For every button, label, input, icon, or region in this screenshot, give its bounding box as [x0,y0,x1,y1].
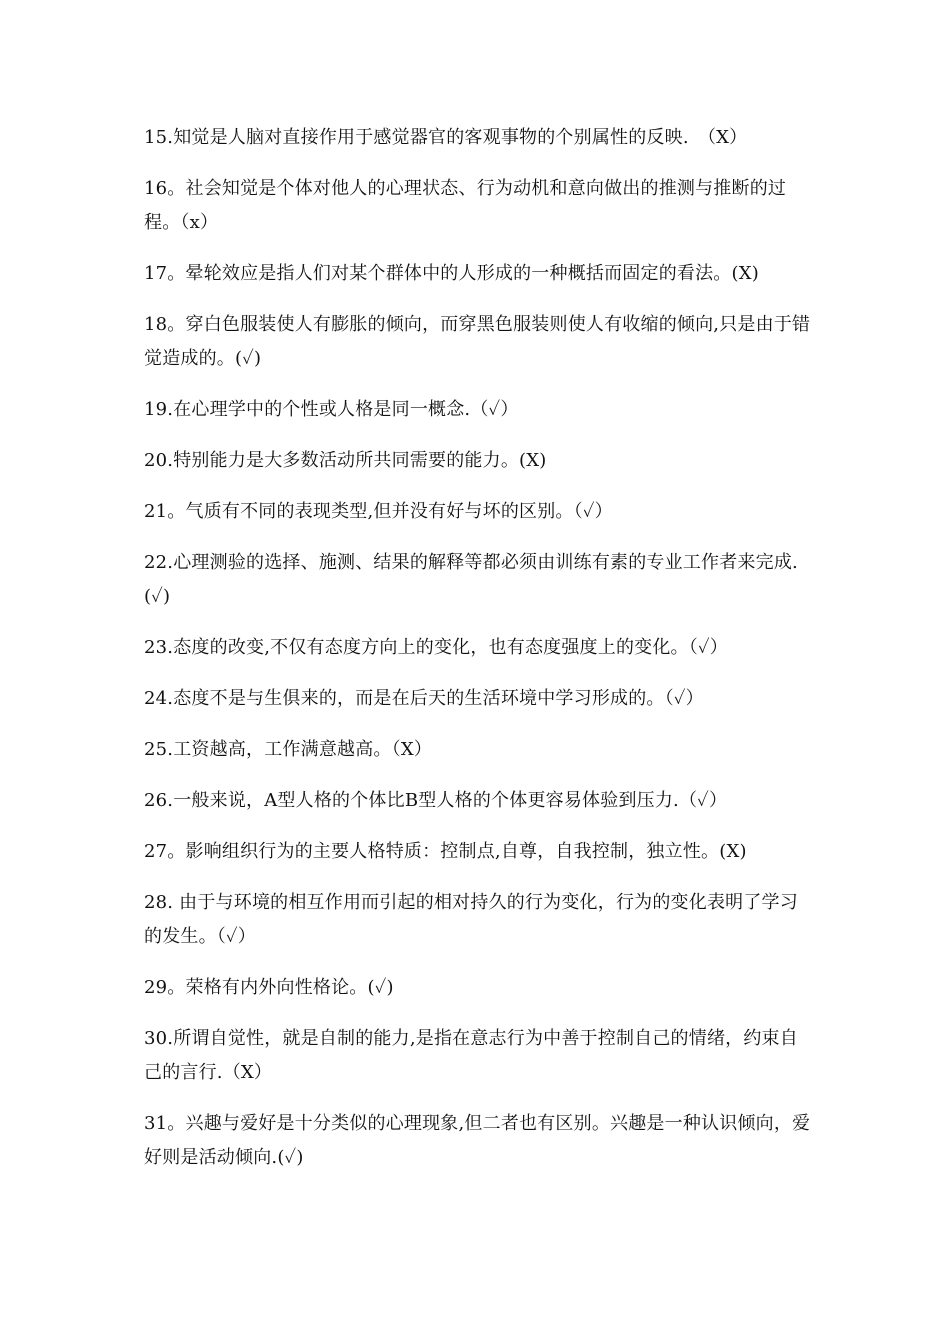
question-item-18: 18。穿白色服装使人有膨胀的倾向，而穿黑色服装则使人有收缩的倾向,只是由于错觉造成的。(✓) [144,314,811,369]
question-list [144,121,814,1192]
question-item-19: 19.在心理学中的个性或人格是同一概念.（✓） [144,399,519,420]
question-item-31: 31。兴趣与爱好是十分类似的心理现象,但二者也有区别。兴趣是一种认识倾向，爱好则是活动倾向.(✓) [144,1113,811,1168]
question-item-16: 16。社会知觉是个体对他人的心理状态、行为动机和意向做出的推测与推断的过程。（x） [144,178,787,233]
question-item-22: 22.心理测验的选择、施测、结果的解释等都必须由训练有素的专业工作者来完成.(✓) [144,552,798,607]
question-item-28: 28. 由于与环境的相互作用而引起的相对持久的行为变化，行为的变化表明了学习的发生。（✓） [144,892,798,947]
question-item-21: 21。气质有不同的表现类型,但并没有好与坏的区别。（✓） [144,501,613,522]
question-item-17: 17。晕轮效应是指人们对某个群体中的人形成的一种概括而固定的看法。(X) [144,263,759,284]
question-item-20: 20.特别能力是大多数活动所共同需要的能力。(X) [144,450,547,471]
question-item-24: 24.态度不是与生俱来的，而是在后天的生活环境中学习形成的。（✓） [144,688,704,709]
question-item-23: 23.态度的改变,不仅有态度方向上的变化，也有态度强度上的变化。（✓） [144,637,728,658]
question-item-27: 27。影响组织行为的主要人格特质：控制点,自尊，自我控制，独立性。(X) [144,841,747,862]
question-item-30: 30.所谓自觉性，就是自制的能力,是指在意志行为中善于控制自己的情绪，约束自己的言行.（X） [144,1028,798,1083]
question-item-25: 25.工资越高，工作满意越高。（X） [144,739,433,760]
question-item-29: 29。荣格有内外向性格论。(✓) [144,977,394,998]
question-item-15: 15.知觉是人脑对直接作用于感觉器官的客观事物的个别属性的反映. （X） [144,127,748,148]
question-item-26: 26.一般来说，A型人格的个体比B型人格的个体更容易体验到压力.（✓） [144,790,728,811]
